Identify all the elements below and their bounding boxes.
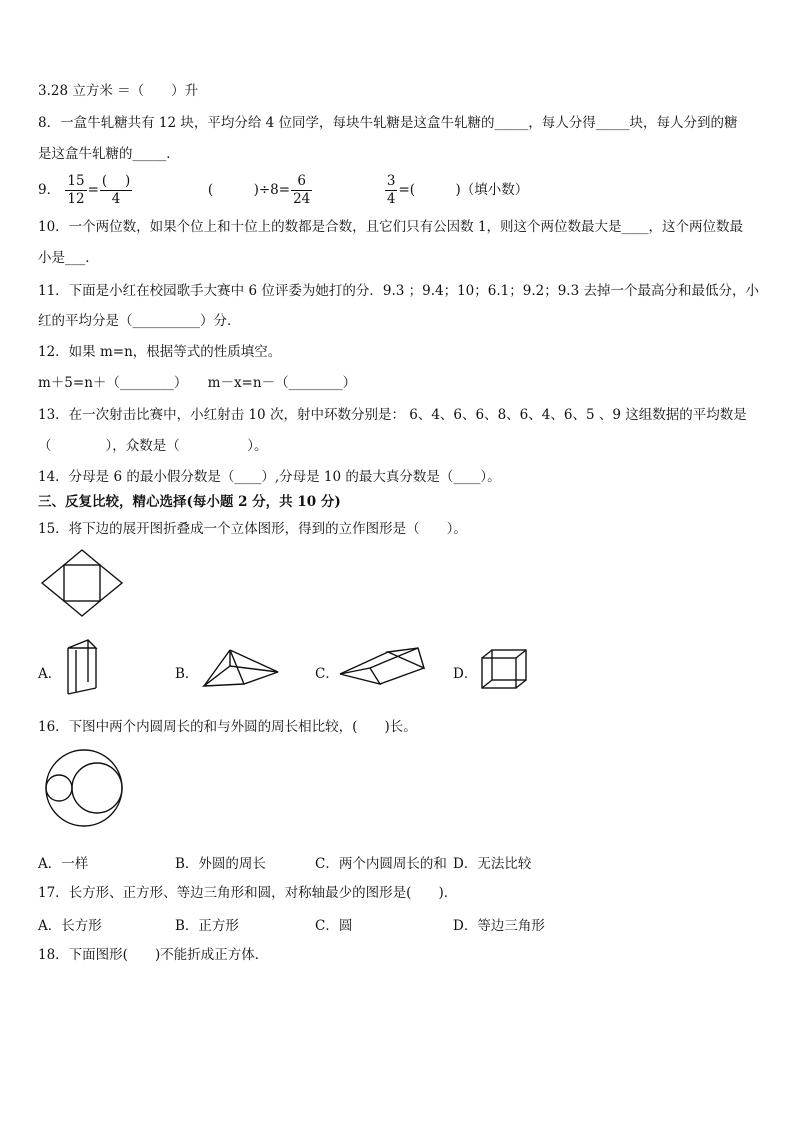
q12-line1: 12．如果 m=n，根据等式的性质填空。	[38, 344, 282, 360]
q8-line1: 8．一盒牛轧糖共有 12 块，平均分给 4 位同学，每块牛轧糖是这盒牛轧糖的_____，每人分得_____块，每人分到的糖	[38, 115, 738, 131]
q11-line2: 红的平均分是（__________）分．	[38, 313, 241, 329]
q17-option-d: D．等边三角形	[453, 918, 545, 934]
q9-fraction-2	[100, 173, 132, 208]
q9-fraction-3	[291, 173, 312, 208]
q15-stem: 15．将下边的展开图折叠成一个立体图形，得到的立作图形是（ ）。	[38, 521, 467, 537]
q15-option-a-prism-figure	[64, 638, 100, 696]
q15-option-d-label: D．	[453, 666, 478, 682]
q9-part2-text: ( )÷8=	[207, 182, 291, 198]
q9-f4-denominator: 4	[386, 191, 396, 207]
q9-f2-numerator: ( )	[101, 173, 131, 189]
q16-circles-figure	[44, 748, 124, 828]
q10-line2: 小是___．	[38, 250, 99, 266]
q9-fraction-1	[65, 173, 86, 208]
q14: 14．分母是 6 的最小假分数是（____）,分母是 10 的最大真分数是（____）。	[38, 469, 501, 485]
q8-line2: 是这盒牛轧糖的_____．	[38, 146, 180, 162]
q15-option-c-label: C．	[315, 666, 339, 682]
q17-option-c: C．圆	[315, 918, 353, 934]
q16-option-d: D．无法比较	[453, 856, 532, 872]
q9-f2-denominator: 4	[111, 191, 121, 207]
q9-equals: =	[87, 182, 99, 198]
q17-option-b: B．正方形	[175, 918, 239, 934]
q15-option-c-triangular-prism-figure	[338, 646, 426, 688]
q9-f1-numerator: 15	[67, 173, 85, 189]
q13-line1: 13．在一次射击比赛中，小红射击 10 次，射中环数分别是： 6、4、6、6、8、6、4、6、5 、9 这组数据的平均数是	[38, 407, 747, 423]
q13-line2: （ ），众数是（ ）。	[38, 438, 268, 454]
section-3-heading: 三、反复比较，精心选择(每小题 2 分，共 10 分)	[38, 494, 341, 510]
q9	[38, 172, 528, 208]
q12-line2: m＋5=n＋（________） m－x=n－（________）	[38, 375, 357, 391]
q16-option-b: B．外圆的周长	[175, 856, 266, 872]
q9-part3-text: =( )（填小数）	[398, 182, 529, 198]
q15-option-d-cube-figure	[480, 648, 530, 690]
q10-line1: 10．一个两位数，如果个位上和十位上的数都是合数，且它们只有公因数 1，则这个两位数最大是____，这个两位数最	[38, 219, 744, 235]
q16-stem: 16．下图中两个内圆周长的和与外圆的周长相比较，( )长。	[38, 719, 417, 735]
q7-tail: 3.28 立方米 ＝（ ）升	[38, 83, 199, 99]
q9-f3-denominator: 24	[293, 191, 311, 207]
q16-option-a: A．一样	[38, 856, 89, 872]
q18-stem: 18．下面图形( )不能折成正方体．	[38, 947, 269, 963]
q17-stem: 17．长方形、正方形、等边三角形和圆，对称轴最少的图形是( )．	[38, 885, 458, 901]
q15-net-figure	[40, 548, 124, 618]
q9-f3-numerator: 6	[291, 173, 312, 191]
q15-option-b-pyramid-figure	[202, 648, 282, 690]
q15-option-b-label: B．	[175, 666, 199, 682]
q9-f4-numerator: 3	[386, 173, 396, 189]
q9-prefix: 9．	[38, 182, 61, 198]
q16-option-c: C．两个内圆周长的和	[315, 856, 447, 872]
q9-fraction-4	[385, 173, 398, 208]
q15-option-a-label: A．	[38, 666, 62, 682]
q17-option-a: A．长方形	[38, 918, 102, 934]
q11-line1: 11．下面是小红在校园歌手大赛中 6 位评委为她打的分．9.3 ；9.4；10；6.1；9.2；9.3 去掉一个最高分和最低分，小	[38, 283, 759, 299]
q9-f1-denominator: 12	[67, 191, 85, 207]
